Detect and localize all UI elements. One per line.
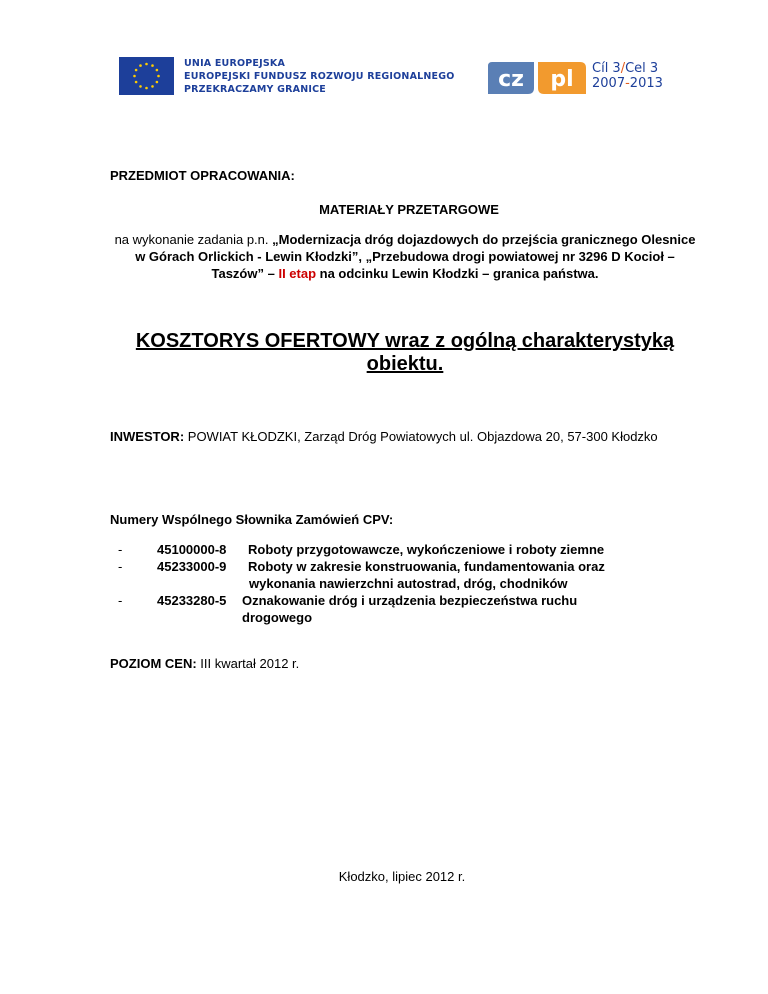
- task-title-bold: „Modernizacja dróg dojazdowych do przejścia granicznego Olesnice w Górach Orlickich - Lewin Kłodzki”, „Przebudowa drogi powiatowej nr 3296 D Kocioł – Taszów” –: [135, 232, 696, 281]
- year-start-text: 2007: [592, 76, 626, 91]
- investor-info: [110, 428, 690, 445]
- investor-label: INWESTOR:: [110, 429, 185, 444]
- eu-star: [145, 63, 148, 66]
- price-level: [110, 656, 299, 671]
- task-section-bold: na odcinku Lewin Kłodzki – granica państwa.: [316, 266, 599, 281]
- year-separator: -: [625, 76, 630, 91]
- cpv-dash: -: [118, 593, 123, 608]
- cil-3-text: Cíl 3: [592, 61, 621, 76]
- eu-star: [145, 87, 148, 90]
- task-intro: na wykonanie zadania p.n.: [114, 232, 273, 247]
- pl-logo-text: pl: [550, 67, 574, 92]
- cel-3-text: Cel 3: [625, 61, 659, 76]
- eu-star: [151, 64, 154, 67]
- price-level-value: III kwartał 2012 r.: [196, 656, 300, 671]
- cz-logo-text: cz: [498, 67, 524, 92]
- task-stage-highlight: II etap: [278, 266, 317, 281]
- cpv-dash: -: [118, 542, 123, 557]
- eu-logo-line-3: PRZEKRACZAMY GRANICE: [184, 84, 326, 95]
- eu-stars-icon: [119, 57, 174, 95]
- eu-flag-logo: [119, 57, 174, 95]
- place-and-date: Kłodzko, lipiec 2012 r.: [338, 869, 466, 884]
- eu-logo-text: [184, 57, 455, 96]
- section-label: PRZEDMIOT OPRACOWANIA:: [110, 168, 295, 183]
- investor-value: POWIAT KŁODZKI, Zarząd Dróg Powiatowych ul. Objazdowa 20, 57-300 Kłodzko: [184, 429, 658, 444]
- eu-logo-line-1: UNIA EUROPEJSKA: [184, 58, 285, 69]
- cpv-code: 45233280-5: [157, 593, 227, 608]
- cil-line-1: [592, 61, 663, 76]
- cz-pl-program-logo: [486, 62, 586, 94]
- eu-star: [133, 75, 136, 78]
- main-title: KOSZTORYS OFERTOWY wraz z ogólną charakterystyką obiektu.: [135, 330, 675, 375]
- cpv-heading: Numery Wspólnego Słownika Zamówień CPV:: [110, 512, 394, 527]
- cil-cel-logo-text: [592, 61, 663, 91]
- eu-star: [157, 75, 160, 78]
- eu-star: [135, 69, 138, 72]
- eu-star: [156, 81, 159, 84]
- eu-logo-line-2: EUROPEJSKI FUNDUSZ ROZWOJU REGIONALNEGO: [184, 71, 455, 82]
- cpv-description-cont: drogowego: [242, 610, 313, 625]
- cpv-description: Roboty w zakresie konstruowania, fundamentowania oraz: [248, 559, 605, 574]
- cil-line-2: [592, 76, 663, 91]
- subject-title: MATERIAŁY PRZETARGOWE: [319, 202, 499, 217]
- eu-star: [139, 85, 142, 88]
- cpv-code: 45100000-8: [157, 542, 227, 557]
- task-description: [110, 231, 700, 282]
- eu-star: [139, 64, 142, 67]
- eu-star: [135, 81, 138, 84]
- cpv-code: 45233000-9: [157, 559, 227, 574]
- price-level-label: POZIOM CEN:: [110, 656, 197, 671]
- eu-star: [151, 85, 154, 88]
- cpv-dash: -: [118, 559, 123, 574]
- cil-slash: /: [620, 61, 626, 76]
- cpv-description: Oznakowanie dróg i urządzenia bezpieczeństwa ruchu: [242, 593, 578, 608]
- cpv-description: Roboty przygotowawcze, wykończeniowe i roboty ziemne: [248, 542, 605, 557]
- eu-star: [156, 69, 159, 72]
- cpv-description-cont: wykonania nawierzchni autostrad, dróg, chodników: [249, 576, 568, 591]
- year-end-text: 2013: [629, 76, 663, 91]
